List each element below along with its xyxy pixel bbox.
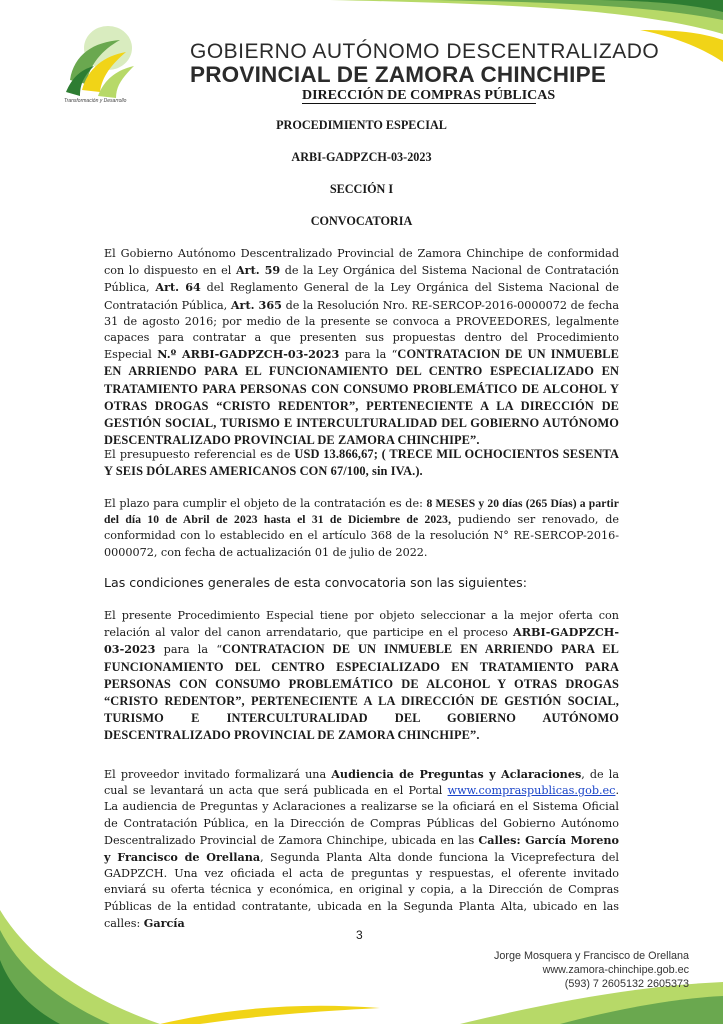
text-run: El proveedor invitado formalizará una — [104, 768, 332, 781]
text-run: , legalmente capaces para contratar a que presenten sus propuestas dentro del Procedimiento Especial — [104, 314, 619, 362]
bold-run: Art. 59 — [236, 263, 281, 278]
header-line-2: PROVINCIAL DE ZAMORA CHINCHIPE — [190, 62, 607, 87]
text-run: , ubicado en las calles: — [104, 899, 619, 930]
gadpzch-logo-icon — [60, 20, 140, 104]
page-number: 3 — [356, 928, 363, 942]
contract-object-caps: CONTRATACION DE UN INMUEBLE EN ARRIENDO PARA EL FUNCIONAMIENTO DEL CENTRO ESPECIALIZADO EN TRATAMIENTO PARA PERSONAS CON CONSUMO PROBLEMÁTICO DE ALCOHOL Y OTRAS DROGAS “CRISTO REDENTOR”, PERTENECIENTE A LA DIRECCIÓN DE GESTIÓN SOCIAL, TURISMO E INTERCULTURALIDAD DEL GOBIERNO AUTÓNOMO DESCENTRALIZADO PROVINCIAL DE ZAMORA CHINCHIPE”. — [104, 642, 619, 743]
paragraph-object — [104, 608, 619, 745]
footer-address: Jorge Mosquera y Francisco de Orellana — [493, 950, 689, 962]
text-run: , Segunda Planta Alta donde funciona la Viceprefectura del GADPZCH. Una vez oficiada el acta de preguntas y respuestas, el oferente invitado enviará su oferta técnica y económica, en original y copia, a la Dirección de Compras Públicas de la entidad contratante, ubicada en la Segunda Planta Alta — [104, 851, 619, 913]
budget-amount: USD 13.866,67; ( TRECE MIL OCHOCIENTOS SESENTA Y SEIS DÓLARES AMERICANOS CON 67/100, sin IVA.). — [104, 447, 619, 479]
text-run: . La audiencia de Preguntas y Aclaraciones a realizarse se la oficiará en el Sistema Oficial de Contratación Pública, en la Dirección de Compras Públicas del Gobierno Autónomo Descentralizado Provincial de Zamora Chinchipe, ubicada en las — [104, 784, 619, 847]
footer-phone: (593) 7 2605132 2605373 — [564, 978, 689, 990]
text-run: , de la cual se levantará un acta que será publicada en el Portal — [104, 768, 619, 798]
bold-run: García — [143, 915, 185, 930]
text-run: El plazo para cumplir el objeto de la contratación es de: — [104, 497, 427, 510]
bold-run: Audiencia de Preguntas y Aclaraciones — [331, 767, 582, 781]
header-department: DIRECCIÓN DE COMPRAS PÚBLICAS — [302, 88, 556, 103]
paragraph-budget — [104, 446, 619, 480]
bold-run: Calles: García Moreno y Francisco de Orellana — [104, 832, 619, 865]
logo-tagline: Transformación y Desarrollo — [64, 98, 127, 104]
text-run: para la “ — [155, 643, 223, 657]
bold-run: ARBI-GADPZCH-03-2023 — [104, 625, 619, 657]
term-dates: 8 MESES y 20 días (265 Días) a partir del día 10 de Abril de 2023 hasta el 31 de Diciembre de 2023, — [104, 497, 619, 527]
header-line-1: GOBIERNO AUTÓNOMO DESCENTRALIZADO — [190, 40, 660, 63]
text-run: El presupuesto referencial es de — [104, 448, 295, 461]
text-run: El presente Procedimiento Especial tiene por objeto seleccionar a la mejor oferta con relación al valor del canon arrendatario, que participe en el proceso — [104, 609, 619, 640]
convocatoria-heading: CONVOCATORIA — [310, 214, 413, 228]
procedure-code-heading: ARBI-GADPZCH-03-2023 — [291, 150, 432, 164]
footer-website: www.zamora-chinchipe.gob.ec — [542, 964, 689, 976]
text-run: del Reglamento General de la Ley Orgánica del Sistema Nacional de Contratación Pública, — [104, 281, 619, 312]
text-run: El Gobierno Autónomo Descentralizado Provincial de Zamora Chinchipe de conformidad con lo dispuesto en el — [104, 247, 619, 278]
section-heading: SECCIÓN I — [329, 182, 394, 196]
text-run: para la “ — [339, 348, 398, 362]
procedure-heading: PROCEDIMIENTO ESPECIAL — [276, 118, 447, 132]
text-run: de la Ley Orgánica del Sistema Nacional de Contratación Pública, — [104, 264, 620, 295]
contract-object-caps: CONTRATACION DE UN INMUEBLE EN ARRIENDO PARA EL FUNCIONAMIENTO DEL CENTRO ESPECIALIZADO EN TRATAMIENTO PARA PERSONAS CON CONSUMO PROBLEMÁTICO DE ALCOHOL Y OTRAS DROGAS “CRISTO REDENTOR”, PERTENECIENTE A LA DIRECCIÓN DE GESTIÓN SOCIAL, TURISMO E INTERCULTURALIDAD DEL GOBIERNO AUTÓNOMO DESCENTRALIZADO PROVINCIAL DE ZAMORA CHINCHIPE”. — [104, 347, 619, 448]
paragraph-conditions: Las condiciones generales de esta convocatoria son las siguientes: — [104, 575, 527, 590]
compraspublicas-link[interactable]: www.compraspublicas.gob.ec — [447, 784, 616, 798]
paragraph-term — [104, 496, 619, 561]
bold-run: Art. 64 — [155, 280, 201, 295]
bold-run: N.º ARBI-GADPZCH-03-2023 — [157, 347, 340, 362]
text-run: pudiendo ser renovado, de conformidad con lo establecido en el artículo 368 de la resolución N° RE-SERCOP-2016-0000072, con fecha de actualización 01 de julio de 2022. — [104, 513, 619, 559]
text-run: de la Resolución Nro. RE-SERCOP-2016-0000072 de fecha 31 de agosto 2016; por medio de la presente se convoca a PROVEEDORES — [104, 298, 620, 328]
header-underline — [302, 103, 536, 104]
bold-run: Art. 365 — [230, 297, 282, 312]
paragraph-intro — [104, 246, 619, 449]
